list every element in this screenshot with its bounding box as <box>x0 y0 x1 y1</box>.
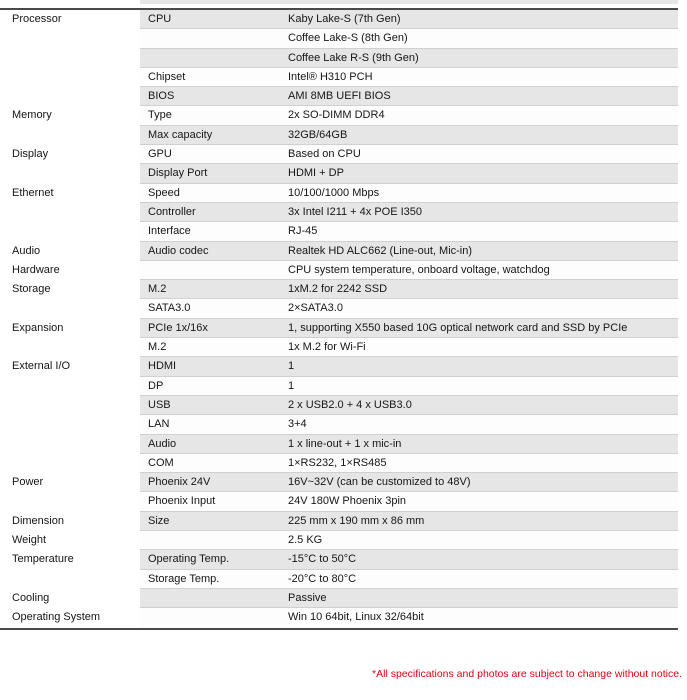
label-cell <box>140 29 288 47</box>
table-row <box>0 377 678 396</box>
value-cell: CPU system temperature, onboard voltage, watchdog <box>288 263 550 276</box>
label-cell: GPU <box>148 148 172 161</box>
value-cell: 1×RS232, 1×RS485 <box>288 456 387 469</box>
category-cell: Processor <box>0 10 140 29</box>
table-row <box>0 608 678 627</box>
category-cell: Audio <box>0 242 140 261</box>
value-cell: 1 <box>288 379 295 392</box>
label-cell: Phoenix Input <box>148 495 216 508</box>
row-shaded-area <box>140 29 678 48</box>
row-shaded-area <box>140 319 678 338</box>
label-cell: Phoenix 24V <box>148 476 211 489</box>
row-shaded-area <box>140 531 678 550</box>
table-row <box>0 184 678 203</box>
footnote: *All specifications and photos are subject to change without notice. <box>372 668 682 680</box>
category-cell <box>0 299 140 318</box>
table-row <box>0 492 678 511</box>
label-cell: M.2 <box>148 283 167 296</box>
category-cell <box>0 126 140 145</box>
specification-table <box>0 8 678 630</box>
row-shaded-area <box>140 492 678 511</box>
row-shaded-area <box>140 473 678 492</box>
value-cell: Win 10 64bit, Linux 32/64bit <box>288 611 424 624</box>
table-row <box>0 106 678 125</box>
label-cell: Interface <box>148 225 191 238</box>
row-shaded-area <box>140 49 678 68</box>
label-cell: Speed <box>148 186 180 199</box>
row-shaded-area <box>140 145 678 164</box>
label-cell: Audio codec <box>148 244 209 257</box>
table-row <box>0 203 678 222</box>
category-cell <box>0 29 140 48</box>
row-shaded-area <box>140 87 678 106</box>
table-row <box>0 512 678 531</box>
value-cell: 1xM.2 for 2242 SSD <box>288 283 388 296</box>
table-row <box>0 396 678 415</box>
category-cell <box>0 570 140 589</box>
row-shaded-area <box>140 126 678 145</box>
table-row <box>0 126 678 145</box>
category-cell <box>0 68 140 87</box>
table-row <box>0 261 678 280</box>
table-row <box>0 570 678 589</box>
category-cell <box>0 454 140 473</box>
table-row <box>0 357 678 376</box>
value-cell: 2×SATA3.0 <box>288 302 343 315</box>
row-shaded-area <box>140 454 678 473</box>
value-cell: 1 x line-out + 1 x mic-in <box>288 437 402 450</box>
row-shaded-area <box>140 415 678 434</box>
label-cell <box>140 261 288 279</box>
value-cell: Based on CPU <box>288 148 361 161</box>
value-cell: 32GB/64GB <box>288 128 348 141</box>
table-row <box>0 338 678 357</box>
row-shaded-area <box>140 570 678 589</box>
row-shaded-area <box>140 106 678 125</box>
value-cell: 24V 180W Phoenix 3pin <box>288 495 407 508</box>
value-cell: Coffee Lake R-S (9th Gen) <box>288 51 419 64</box>
category-cell <box>0 222 140 241</box>
label-cell: Type <box>148 109 172 122</box>
value-cell: 3x Intel I211 + 4x POE I350 <box>288 205 423 218</box>
label-cell: PCIe 1x/16x <box>148 321 208 334</box>
category-cell: Cooling <box>0 589 140 608</box>
table-row <box>0 319 678 338</box>
value-cell: 1 <box>288 360 295 373</box>
category-cell <box>0 396 140 415</box>
category-cell: Temperature <box>0 550 140 569</box>
label-cell: Operating Temp. <box>148 553 230 566</box>
category-cell: Weight <box>0 531 140 550</box>
label-cell: Audio <box>148 437 177 450</box>
table-row <box>0 299 678 318</box>
table-row <box>0 68 678 87</box>
value-cell: 2x SO-DIMM DDR4 <box>288 109 385 122</box>
row-shaded-area <box>140 10 678 29</box>
value-cell: RJ-45 <box>288 225 318 238</box>
category-cell <box>0 87 140 106</box>
value-cell: 225 mm x 190 mm x 86 mm <box>288 514 425 527</box>
category-cell <box>0 164 140 183</box>
category-cell: Ethernet <box>0 184 140 203</box>
category-cell <box>0 492 140 511</box>
value-cell: -15°C to 50°C <box>288 553 357 566</box>
table-row <box>0 10 678 29</box>
category-cell: Memory <box>0 106 140 125</box>
row-shaded-area <box>140 164 678 183</box>
value-cell: HDMI + DP <box>288 167 344 180</box>
value-cell: Passive <box>288 591 327 604</box>
value-cell: -20°C to 80°C <box>288 572 357 585</box>
category-cell <box>0 435 140 454</box>
value-cell: 10/100/1000 Mbps <box>288 186 380 199</box>
row-shaded-area <box>140 589 678 608</box>
table-row <box>0 280 678 299</box>
label-cell: M.2 <box>148 341 167 354</box>
table-row <box>0 145 678 164</box>
value-cell: 1x M.2 for Wi-Fi <box>288 341 366 354</box>
value-cell: 3+4 <box>288 418 307 431</box>
category-cell: Expansion <box>0 319 140 338</box>
table-row <box>0 415 678 434</box>
row-shaded-area <box>140 338 678 357</box>
category-cell <box>0 203 140 222</box>
table-row <box>0 550 678 569</box>
label-cell: Storage Temp. <box>148 572 220 585</box>
value-cell: Coffee Lake-S (8th Gen) <box>288 32 408 45</box>
value-cell: Kaby Lake-S (7th Gen) <box>288 13 401 25</box>
label-cell: Size <box>148 514 170 527</box>
table-row <box>0 454 678 473</box>
table-row <box>0 531 678 550</box>
row-shaded-area <box>140 242 678 261</box>
label-cell: CPU <box>148 13 172 25</box>
category-cell: Power <box>0 473 140 492</box>
table-row <box>0 87 678 106</box>
value-cell: 2.5 KG <box>288 534 323 547</box>
category-cell: External I/O <box>0 357 140 376</box>
label-cell: Max capacity <box>148 128 213 141</box>
value-cell: Realtek HD ALC662 (Line-out, Mic-in) <box>288 244 473 257</box>
cropped-row-remnant <box>140 0 678 4</box>
label-cell <box>140 531 288 549</box>
label-cell: LAN <box>148 418 170 431</box>
category-cell <box>0 49 140 68</box>
row-shaded-area <box>140 222 678 241</box>
row-shaded-area <box>140 357 678 376</box>
value-cell: 2 x USB2.0 + 4 x USB3.0 <box>288 398 412 411</box>
label-cell: COM <box>148 456 174 469</box>
category-cell <box>0 338 140 357</box>
row-shaded-area <box>140 184 678 203</box>
row-shaded-area <box>140 68 678 87</box>
label-cell: Controller <box>148 205 196 218</box>
row-shaded-area <box>140 261 678 280</box>
row-shaded-area <box>140 280 678 299</box>
category-cell: Operating System <box>0 608 140 627</box>
label-cell: HDMI <box>148 360 177 373</box>
label-cell: BIOS <box>148 90 175 103</box>
value-cell: 1, supporting X550 based 10G optical network card and SSD by PCIe <box>288 321 628 334</box>
category-cell: Dimension <box>0 512 140 531</box>
value-cell: Intel® H310 PCH <box>288 70 373 83</box>
category-cell <box>0 377 140 396</box>
row-shaded-area <box>140 377 678 396</box>
category-cell: Display <box>0 145 140 164</box>
label-cell: Display Port <box>148 167 208 180</box>
row-shaded-area <box>140 435 678 454</box>
label-cell <box>140 49 288 67</box>
table-row <box>0 435 678 454</box>
table-row <box>0 49 678 68</box>
row-shaded-area <box>140 512 678 531</box>
label-cell: USB <box>148 398 171 411</box>
label-cell: SATA3.0 <box>148 302 191 315</box>
label-cell <box>140 589 288 607</box>
table-row <box>0 242 678 261</box>
table-row <box>0 473 678 492</box>
row-shaded-area <box>140 550 678 569</box>
category-cell <box>0 415 140 434</box>
value-cell: 16V~32V (can be customized to 48V) <box>288 476 471 489</box>
table-row <box>0 589 678 608</box>
table-row <box>0 222 678 241</box>
label-cell: Chipset <box>148 70 186 83</box>
value-cell: AMI 8MB UEFI BIOS <box>288 90 391 103</box>
row-shaded-area <box>140 608 678 627</box>
table-row <box>0 164 678 183</box>
label-cell <box>140 608 288 627</box>
category-cell: Hardware <box>0 261 140 280</box>
category-cell: Storage <box>0 280 140 299</box>
row-shaded-area <box>140 203 678 222</box>
row-shaded-area <box>140 299 678 318</box>
table-row <box>0 29 678 48</box>
label-cell: DP <box>148 379 164 392</box>
row-shaded-area <box>140 396 678 415</box>
